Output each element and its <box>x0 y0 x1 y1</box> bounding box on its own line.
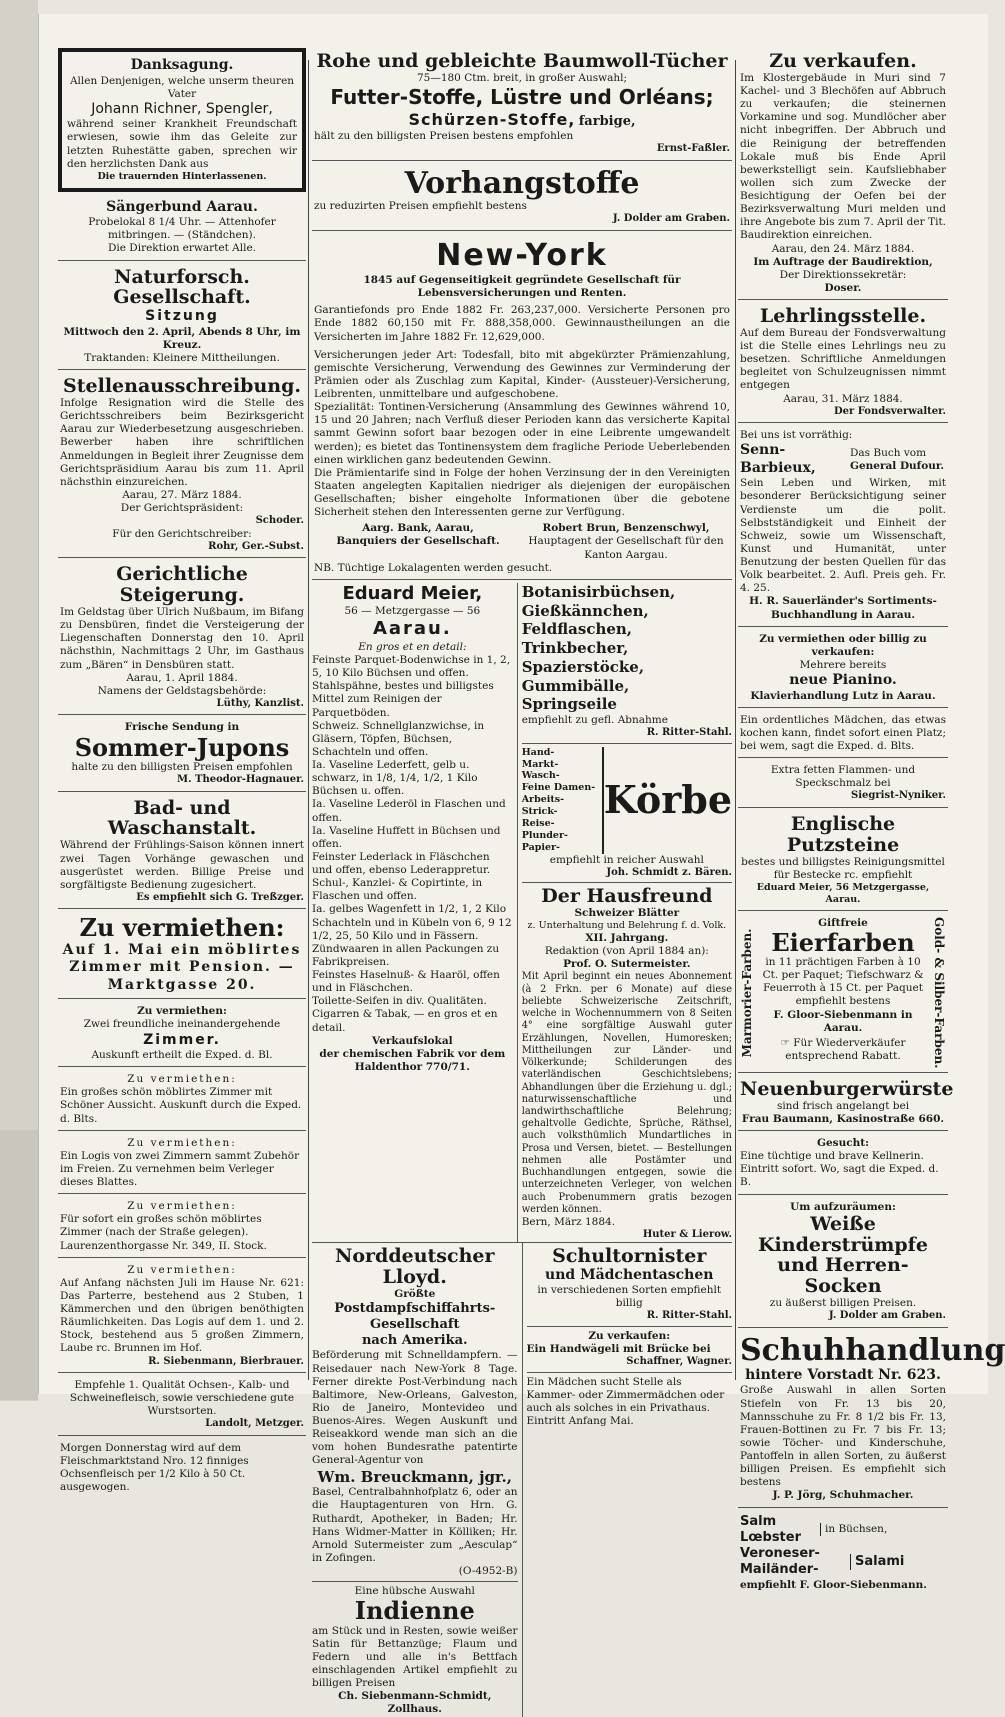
column-rule-2 <box>735 60 736 1380</box>
ad-steigerung <box>58 561 306 715</box>
ad-saengerbund <box>58 196 306 261</box>
ad-schuhhandlung <box>738 1331 1005 1508</box>
ad-text: Auf dem Bureau der Fondsverwaltung ist die Stelle eines Lehrlings neu zu besetzen. Schriftliche Anmeldungen begleitet von Schulzeugnissen nimmt entgegen <box>740 326 946 392</box>
ad-text: Marktgasse 20. <box>107 976 257 993</box>
ad-vermiethen-1 <box>58 912 306 999</box>
ad-title: Stellenausschreibung. <box>63 375 301 398</box>
ad-vermiethen-6 <box>58 1261 306 1373</box>
ad-item: Markt- <box>521 758 559 770</box>
ad-signature: R. Siebenmann, Bierbrauer. <box>148 1355 304 1367</box>
ad-vorhang <box>312 164 732 231</box>
ad-item: Feinster Lederlack in Fläschchen und offen, ebenso Lederappretur. <box>312 850 491 877</box>
ad-title: Gerichtliche Steigerung. <box>116 563 248 607</box>
ad-signature: Doser. <box>824 281 862 294</box>
ad-title: Zu vermiethen: <box>137 1005 227 1018</box>
ad-name: Johann Richner, Spengler, <box>91 100 273 117</box>
ad-text: Ein ordentliches Mädchen, das etwas kochen kann, findet sofort einen Platz; bei wem, sagt die Exped. d. Blts. <box>740 713 946 752</box>
ad-text: Allen Denjenigen, welche unserm theuren Vater <box>69 74 295 100</box>
ad-text: Große Auswahl in allen Sorten Stiefeln von Fr. 13 bis 20, Mannsschuhe zu Fr. 8 1/2 bis Fr. 13, Frauen-Bottinen zu Fr. 7 bis Fr. 13; sowie Töcher- und Kinderschuhe, Pantoffeln in allen Sorten, zu äußerst billigen Preisen. Es empfiehlt sich bestens <box>740 1384 946 1489</box>
ad-signature: R. Ritter-Stahl. <box>646 727 732 739</box>
ad-indienne <box>312 1582 518 1716</box>
ad-text: zu reduzirten Preisen empfiehlt bestens <box>314 199 527 212</box>
ad-text: zu äußerst billigen Preisen. <box>769 1297 917 1310</box>
ad-text: in Büchsen, <box>820 1523 946 1536</box>
ad-danksagung <box>58 48 306 192</box>
ad-heading: neue Pianino. <box>789 672 897 689</box>
ad-signature: Der Fondsverwalter. <box>833 405 946 417</box>
ad-signature: Landolt, Metzger. <box>205 1418 304 1430</box>
ad-item: Plunder- <box>521 829 568 841</box>
ad-signature: Aarg. Bank, Aarau, <box>362 522 474 535</box>
ad-date: Aarau, 1. April 1884. <box>126 671 238 684</box>
ad-text: Für Wiederverkäufer entsprechend Rabatt. <box>785 1036 906 1062</box>
ad-subtitle: 1845 auf Gegenseitigkeit gegründete Gesellschaft für Lebensversicherungen und Renten. <box>363 274 681 300</box>
ad-text: hält zu den billigsten Preisen bestens empfohlen <box>314 130 574 143</box>
ad-flammen <box>738 761 948 808</box>
ad-text: Prof. O. Sutermeister. <box>563 958 691 971</box>
ad-vermiethen-3 <box>58 1070 306 1131</box>
ad-title: Zu vermiethen oder billig zu verkaufen: <box>759 632 927 658</box>
ad-date: Aarau, 27. März 1884. <box>122 488 242 501</box>
ad-title: Zu vermiethen: <box>127 1263 237 1276</box>
ad-item: Schweiz. Schnellglanzwichse, in Gläsern, Töpfen, Büchsen, Schachteln und offen. <box>312 719 485 758</box>
ad-signature: Klavierhandlung Lutz in Aarau. <box>750 689 936 702</box>
ad-signature: J. Dolder am Graben. <box>612 213 730 225</box>
ad-text: Ein Handwägeli mit Brücke bei <box>526 1342 711 1355</box>
ad-title: Bad- und Waschanstalt. <box>107 796 257 840</box>
ad-text: General Dufour. <box>850 459 945 472</box>
ad-item: Spazierstöcke, <box>521 657 645 676</box>
ad-text: empfiehlt in reicher Auswahl <box>549 853 704 866</box>
ad-strumpf <box>738 1198 948 1328</box>
ad-text: Empfehle 1. Qualität Ochsen-, Kalb- und Schweinefleisch, sowie verschiedene gute Wurstsorten. <box>69 1379 295 1418</box>
ad-signature: Der Direktionssekretär: <box>779 268 907 281</box>
ad-text: Giftfreie <box>818 916 868 929</box>
ad-text: XII. Jahrgang. <box>585 932 669 945</box>
ad-signature: Hauptagent der Gesellschaft für den Kanton Aargau. <box>528 535 724 561</box>
ad-pianino <box>738 630 948 708</box>
ad-side-label: Gold- & Silber-Farben. <box>932 916 946 1068</box>
ad-text: NB. Tüchtige Lokalagenten werden gesucht. <box>314 561 553 574</box>
ad-item: Feinstes Haselnuß- & Haaröl, offen und in Fläschchen. <box>312 969 500 995</box>
ad-signature: Rohr, Ger.-Subst. <box>208 540 304 552</box>
ad-date: Aarau, den 24. März 1884. <box>771 242 915 255</box>
ad-signature: J. P. Jörg, Schuhmacher. <box>772 1489 914 1502</box>
ad-item: Salm <box>740 1513 777 1529</box>
ad-text: Auf Anfang nächsten Juli im Hause Nr. 621: Das Parterre, bestehend aus 2 Stuben, 1 Kämmerchen und den übrigen benöthigten Räumlichkeiten. Das Logis auf dem 1. und 2. Stock, bestehend aus 5 großen Zimmern, Laube rc. Brunnen im Hof. <box>60 1276 304 1355</box>
ad-gesucht <box>738 1134 948 1195</box>
ad-signature: Der Gerichtspräsident: <box>120 502 244 515</box>
ad-text: 75—180 Ctm. breit, in großer Auswahl; <box>416 71 628 84</box>
ad-item: Trinkbecher, <box>521 639 629 658</box>
ad-text: am Stück und in Resten, sowie weißer Satin für Bettanzüge; Flaum und Federn und alle in's Bettfach einschlagenden Artikel empfiehlt zu billigen Preisen <box>312 1624 518 1690</box>
ad-title: Zu verkaufen. <box>769 50 917 72</box>
ad-title: Neuenburgerwürste <box>740 1077 954 1100</box>
ad-text: Versicherungen jeder Art: Todesfall, bito mit abgekürzter Prämienzahlung, gemischte Versicherung, Verwendung des Gewinnes zur Verminderung der Prämien oder als Zuschlag zum Kapital, Kinder- (Aussteuer)-Versicherung, Leibrenten, unmittelbare und aufgeschobene. <box>314 348 730 401</box>
ad-title: Lehrlingsstelle. <box>759 305 927 328</box>
ad-signature: Namens der Geldstagsbehörde: <box>97 684 267 697</box>
ad-senn <box>738 426 948 627</box>
ad-text: während seiner Krankheit Freundschaft erwiesen, sowie ihm das Geleite zur letzten Ruhestätte gaben, sprechen wir den herzlichsten Dank aus <box>67 118 297 170</box>
ad-signature: Huter & Lierow. <box>642 1229 732 1241</box>
ad-title: Rohe und gebleichte Baumwoll-Tücher <box>316 50 728 72</box>
ad-item: Ia. gelbes Wagenfett in 1/2, 1, 2 Kilo Schachteln und in Kübeln von 6, 9 12 1/2, 25, 50 Kilo und in Fässern. <box>312 903 512 942</box>
column-rule-1 <box>308 60 309 1380</box>
ad-signature: Im Auftrage der Baudirektion, <box>753 255 933 268</box>
ad-handwaegeli <box>527 1327 733 1373</box>
ad-text: der chemischen Fabrik vor dem Haldenthor 770/71. <box>319 1047 506 1073</box>
ad-item: Salami <box>850 1554 946 1570</box>
ad-title: Weiße Kinderstrümpfe und Herren-Socken <box>758 1212 928 1298</box>
ad-title: Schuhhandlung <box>740 1332 1005 1368</box>
ad-text: Ein Mädchen sucht Stelle als Kammer- oder Zimmermädchen oder auch als solches in ein Privathaus. Eintritt Anfang Mai. <box>526 1375 725 1427</box>
ad-text: Mehrere bereits <box>799 658 887 671</box>
ad-text: Zimmer. <box>143 1031 221 1048</box>
ad-text: (O-4952-B) <box>458 1565 518 1577</box>
ad-verkaufen-muri <box>738 48 948 300</box>
ad-title: Eierfarben <box>771 927 915 957</box>
ad-lehrling <box>738 303 948 423</box>
ad-text: Mit April beginnt ein neues Abonnement (à 2 Frkn. per 6 Monate) auf diese beliebte Schweizerische Zeitschrift, welche in Wochennummern von 8 Seiten 4° eine sorgfältige Auswahl guter Erzählungen, Novellen, Humoresken; Mittheilungen zur Länder- und Völkerkunde; Schilderungen des vaterländischen Geschichtslebens; Abhandlungen über die Erziehung u. dgl.; naturwissenschaftliche und landwirthschaftliche Belehrung; gehaltvolle Gedichte, Sprüche, Räthsel, auch volksthümlich Mundartliches in Prosa und Versen, bietet. — Bestellungen nehmen alle Postämter und Buchhandlungen entgegen, sowie die unterzeichneten Verleger, von welchen auch Probenummern gratis bezogen werden können. <box>521 971 732 1215</box>
ad-title: Zu verkaufen: <box>588 1329 671 1342</box>
ad-text: Während der Frühlings-Saison können innert zwei Tagen Vorhänge gewaschen und ausgerüstet werden. Billige Preise und sorgfältigste Bedienung zugesichert. <box>60 839 304 891</box>
ad-maedchen <box>527 1373 733 1429</box>
hand-pointer-icon: ☞ <box>780 1036 790 1049</box>
ad-hausfreund <box>522 883 732 1242</box>
ad-botan <box>522 583 732 744</box>
ad-heading: Aarau. <box>372 618 452 640</box>
ad-neuenburger <box>738 1076 954 1131</box>
ad-signature: M. Theodor-Hagnauer. <box>177 774 304 786</box>
ad-title: Sommer-Jupons <box>74 732 290 762</box>
ad-subtitle: nach Amerika. <box>361 1333 468 1349</box>
ad-text: sind frisch angelangt bei <box>776 1099 910 1112</box>
ad-text: halte zu den billigsten Preisen empfohlen <box>71 760 293 773</box>
ad-item: Hand- <box>521 746 555 758</box>
ad-item: Feine Damen- <box>521 782 596 794</box>
ad-text: bestes und billigstes Reinigungsmittel für Bestecke rc. empfiehlt <box>741 855 945 881</box>
ad-bad <box>58 795 306 910</box>
ad-title: Körbe <box>603 777 732 823</box>
ad-signature: Eduard Meier, 56 Metzgergasse, Aarau. <box>756 881 930 905</box>
ad-subtitle: En gros et en detail: <box>358 640 467 653</box>
ad-signature: H. R. Sauerländer's Sortiments-Buchhandlung in Aarau. <box>749 595 937 621</box>
ad-item: Mailänder- <box>740 1562 819 1578</box>
ad-text: Um aufzuräumen: <box>790 1200 896 1213</box>
ad-signature: F. Gloor-Siebenmann in Aarau. <box>773 1008 913 1034</box>
ad-maedchen-koch <box>738 711 948 758</box>
ad-title: Zu vermiethen: <box>127 1200 237 1213</box>
ad-item: Gießkännchen, <box>521 601 649 620</box>
ad-item: Botanisirbüchsen, <box>521 582 676 601</box>
ad-text: Ein großes schön möblirtes Zimmer mit Schöner Aussicht. Auskunft durch die Exped. d. Blts. <box>60 1086 302 1125</box>
ad-item: Zündwaaren in allen Packungen zu Fabrikpreisen. <box>312 942 500 968</box>
ad-name: Wm. Breuckmann, jgr., <box>317 1467 512 1486</box>
ad-signature: J. Dolder am Graben. <box>828 1310 946 1322</box>
ad-title: und Mädchentaschen <box>545 1266 714 1283</box>
ad-text: Verkaufslokal <box>372 1034 453 1047</box>
column-middle <box>312 48 732 1717</box>
ad-title: Schultornister <box>552 1244 707 1267</box>
ad-naturforsch <box>58 264 306 371</box>
ad-signature: Schoder. <box>255 515 304 527</box>
ad-title: Danksagung. <box>130 57 234 73</box>
ad-item: Ia. Vaseline Lederfett, gelb u. schwarz, in 1/8, 1/4, 1/2, 1 Kilo Büchsen u. offen. <box>312 759 478 798</box>
ad-text: Zimmer mit Pension. — <box>69 959 295 976</box>
ad-item: Reise- <box>521 817 555 829</box>
ad-text: Spezialität: Tontinen-Versicherung (Ansammlung des Gewinnes während 10, 15 und 20 Jahren; nach Verfluß dieser Perioden kann das versicherte Kapital sammt Gewinn sofort baar bezogen oder in eine Leibrente umgewandelt werden); es bietet das Tontinensystem dem fragliche Periode Ueberlebenden einen wirklichen ganz bedeutenden Gewinn. <box>314 401 730 466</box>
ad-heading: Schürzen-Stoffe, <box>408 110 576 130</box>
ad-title: Vorhangstoffe <box>404 165 640 201</box>
ad-text: Infolge Resignation wird die Stelle des Gerichtsschreibers beim Bezirksgericht Aarau zur Wiederbesetzung ausgeschrieben. Bewerber haben ihre schriftlichen Anmeldungen in Begleit ihrer Zeugnisse dem Gerichtspräsidium Aarau bis zum 11. April nächsthin einzureichen. <box>60 397 304 488</box>
ad-text: Beförderung mit Schnelldampfern. — Reisedauer nach New-York 8 Tage. Ferner direkte Post-Verbindung nach Baltimore, New-Orleans, Galveston, Rio de Janeiro, Montevideo und Buenos-Aires. Wegen Auskunft und Reiseakkord wende man sich an die vom hohen Bundesrathe patentirte General-Agentur von <box>312 1349 518 1467</box>
ad-heading: Futter-Stoffe, Lüstre und Orléans; <box>330 85 714 110</box>
ad-text: Extra fetten Flammen- und Speckschmalz bei <box>770 764 916 790</box>
ad-signature: empfiehlt F. Gloor-Siebenmann. <box>740 1578 927 1591</box>
ad-item: Cigarren & Tabak, — en gros et en detail. <box>312 1008 498 1034</box>
ad-date: Bern, März 1884. <box>521 1216 616 1229</box>
ad-text: Auskunft ertheilt die Exped. d. Bl. <box>91 1049 273 1062</box>
ad-text: in verschiedenen Sorten empfiehlt billig <box>537 1284 722 1310</box>
ad-text: 56 — Metzgergasse — 56 <box>344 605 481 618</box>
ad-text: Morgen Donnerstag wird auf dem Fleischmarktstand Nro. 12 finniges Ochsenfleisch per 1/2 Kilo à 50 Ct. ausgewogen. <box>60 1441 249 1494</box>
ad-signature: Für den Gerichtschreiber: <box>112 527 252 540</box>
ad-item: Papier- <box>521 841 560 853</box>
ad-signature: Die Direktion erwartet Alle. <box>107 242 257 255</box>
ad-item: Ia. Vaseline Huffett in Büchsen und offen. <box>312 824 501 850</box>
ad-signature: Banquiers der Gesellschaft. <box>336 535 500 548</box>
ad-text: empfiehlt zu gefl. Abnahme <box>521 714 668 727</box>
ad-putzsteine <box>738 811 948 911</box>
ad-vermiethen-5 <box>58 1197 306 1258</box>
ad-title: Norddeutscher Lloyd. <box>335 1244 495 1288</box>
ad-subtitle: Größte <box>394 1287 436 1300</box>
ad-vermiethen-4 <box>58 1134 306 1195</box>
ad-title: Zu vermiethen: <box>79 913 285 943</box>
ad-text: Mittwoch den 2. April, Abends 8 Uhr, im Kreuz. <box>63 325 301 351</box>
ad-item: Schul-, Kanzlei- & Copirtinte, in Flaschen und offen. <box>312 877 483 903</box>
ad-text: Sein Leben und Wirken, mit besonderer Berücksichtigung seiner Verdienste um die polit. Selbstständigkeit und Einheit der Schweiz, sowie um Wissenschaft, Kunst und Humanität, unter Benutzung der besten Quellen für das Volk bearbeitet. 2. Aufl. Preis geh. Fr. 4. 25. <box>740 477 946 595</box>
ad-text: Frische Sendung in <box>124 721 240 734</box>
ad-newyork <box>312 234 732 580</box>
ad-subtitle: Postdampfschiffahrts-Gesellschaft <box>334 1300 496 1332</box>
ad-landolt <box>58 1376 306 1436</box>
ad-baumwoll <box>312 48 732 161</box>
ad-salm <box>738 1511 948 1595</box>
ad-signature: Lüthy, Kanzlist. <box>216 697 304 709</box>
ad-item: Lœbster <box>740 1529 801 1545</box>
ad-title: Senn-Barbieux, <box>740 442 816 476</box>
ad-signature: Joh. Schmidt z. Bären. <box>606 866 732 878</box>
gutter-strip <box>0 1130 38 1400</box>
ad-vermiethen-2 <box>58 1002 306 1067</box>
ad-text: Für sofort ein großes schön möblirtes Zimmer (nach der Straße gelegen). Laurenzenthorgasse Nr. 349, II. Stock. <box>60 1213 267 1252</box>
ad-text: in 11 prächtigen Farben à 10 Ct. per Paquet; Tiefschwarz & Feuerroth à 15 Ct. per Paquet empfiehlt bestens <box>762 956 924 1008</box>
ad-signature: Es empfiehlt sich G. Treßzger. <box>136 891 304 903</box>
ad-item: Feldflaschen, <box>521 620 633 639</box>
ad-title: New-York <box>436 237 608 273</box>
ad-title: Indienne <box>354 1596 475 1626</box>
ad-subtitle: Sitzung <box>145 308 219 325</box>
ad-stellen <box>58 373 306 558</box>
ad-title: Zu vermiethen: <box>127 1136 237 1149</box>
ad-text: Garantiefonds pro Ende 1882 Fr. 263,237,000. Versicherte Personen pro Ende 1882 60,150 mit Fr. 888,358,000. Gewinnaustheilungen an die Versicherten im Jahre 1882 Fr. 12,629,000. <box>314 304 730 343</box>
ad-item: Strick- <box>521 806 558 818</box>
ad-text: Bei uns ist vorräthig: <box>740 429 853 442</box>
ad-title: Zu vermiethen: <box>127 1073 237 1086</box>
ad-item: Veroneser- <box>740 1546 820 1562</box>
ad-text: Eine hübsche Auswahl <box>354 1585 475 1598</box>
ad-title: Naturforsch. Gesellschaft. <box>113 265 251 309</box>
ad-jupons <box>58 718 306 791</box>
ad-signature: Frau Baumann, Kasinostraße 660. <box>741 1112 945 1125</box>
ad-text: Basel, Centralbahnhofplatz 6, oder an die Hauptagenturen von Hrn. G. Ruthardt, Apotheker, in Baden; Hr. Hans Widmer-Matter in Kölliken; Hr. Arnold Sutermeister zum „Aesculap“ in Zofingen. <box>312 1486 518 1564</box>
column-right <box>738 48 1005 1595</box>
ad-text: Traktanden: Kleinere Mittheilungen. <box>84 352 280 365</box>
ad-text: Auf 1. Mai ein möblirtes <box>62 941 302 958</box>
ad-signature: Siegrist-Nyniker. <box>851 790 946 802</box>
ad-title: Der Hausfreund <box>541 885 713 908</box>
ad-title: Gesucht: <box>817 1137 869 1150</box>
ad-signature: Robert Brun, Benzenschwyl, <box>542 522 710 535</box>
ad-text: Probelokal 8 1/4 Uhr. — Attenhofer mitbringen. — (Ständchen). <box>88 216 276 242</box>
ad-signature: Ch. Siebenmann-Schmidt, Zollhaus. <box>338 1690 492 1716</box>
ad-text: Eine tüchtige und brave Kellnerin. Eintritt sofort. Wo, sagt die Exped. d. B. <box>740 1150 939 1189</box>
ad-text: farbige, <box>578 114 636 130</box>
ad-koerbe <box>522 744 732 884</box>
ad-item: Stahlspähne, bestes und billigstes Mittel zum Reinigen der Parquetböden. <box>312 680 494 719</box>
ad-title: Eduard Meier, <box>342 582 483 604</box>
ad-signature: R. Ritter-Stahl. <box>646 1310 732 1322</box>
ad-text: Die Prämientarife sind in Folge der hohen Verzinsung der in den Vereinigten Staaten angelegten Kapitalien niedriger als diejenigen der europäischen Gesellschaften; bisher eingeholte Informationen über die gebotene Sicherheit stehen den Interessenten gerne zur Verfügung. <box>314 466 730 519</box>
column-left <box>58 48 306 1501</box>
ad-subtitle: Schweizer Blätter <box>574 907 680 920</box>
ad-subtitle: z. Unterhaltung und Belehrung f. d. Volk. <box>527 920 727 932</box>
ad-item: Wasch- <box>521 770 560 782</box>
ad-subtitle: hintere Vorstadt Nr. 623. <box>745 1366 941 1383</box>
ad-text: Ein Logis von zwei Zimmern sammt Zubehör im Freien. Zu vernehmen beim Verleger dieses Blattes. <box>60 1149 300 1189</box>
ad-date: Aarau, 31. März 1884. <box>783 392 903 405</box>
ad-item: Arbeits- <box>521 794 565 806</box>
ad-meier <box>312 583 518 1242</box>
ad-text: Redaktion (von April 1884 an): <box>544 945 709 958</box>
ad-lloyd <box>312 1243 518 1582</box>
ad-text: Im Klostergebäude in Muri sind 7 Kachel- und 3 Blechöfen auf Abbruch zu verkaufen; die steinernen Vorkamine und sog. Mundlöcher aber nicht inbegriffen. Der Abbruch und die Reinigung der betreffenden Lokale muß bis Ende April bewerkstelligt sein. Kaufsliebhaber wollen sich zum Zwecke der Besichtigung der Oefen bei der Bezirksverwaltung Muri melden und ihre Angebote bis zum 7. April der Tit. Baudirektion einreichen. <box>740 71 946 242</box>
ad-item: Gummibälle, <box>521 676 630 695</box>
ad-title: Englische Putzsteine <box>786 812 900 856</box>
ad-title: Sängerbund Aarau. <box>106 198 258 215</box>
ad-item: Toilette-Seifen in div. Qualitäten. <box>312 995 487 1008</box>
ad-item: Springseile <box>521 695 617 714</box>
ad-signature: Ernst-Faßler. <box>656 143 730 155</box>
ad-signature: Die trauernden Hinterlassenen. <box>97 170 267 182</box>
ad-text: Im Geldstag über Ulrich Nußbaum, im Bifang zu Densbüren, findet die Versteigerung der Liegenschaften Donnerstag den 10. April nächsthin, Nachmittags 2 Uhr, im Gasthaus zum „Bären“ in Densbüren statt. <box>60 606 304 671</box>
ad-signature: Schaffner, Wagner. <box>626 1356 732 1368</box>
ad-item: Ia. Vaseline Lederöl in Flaschen und offen. <box>312 798 506 824</box>
ad-schultornister <box>527 1246 733 1327</box>
ad-text: Das Buch vom <box>850 446 927 459</box>
ad-eierfarben <box>738 914 948 1073</box>
ad-morgen <box>58 1439 306 1499</box>
ad-text: Zwei freundliche ineinandergehende <box>83 1018 281 1031</box>
ad-side-label: Marmorier-Farben. <box>740 927 754 1057</box>
ad-item: Feinste Parquet-Bodenwichse in 1, 2, 5, 10 Kilo Büchsen und offen. <box>312 654 511 680</box>
